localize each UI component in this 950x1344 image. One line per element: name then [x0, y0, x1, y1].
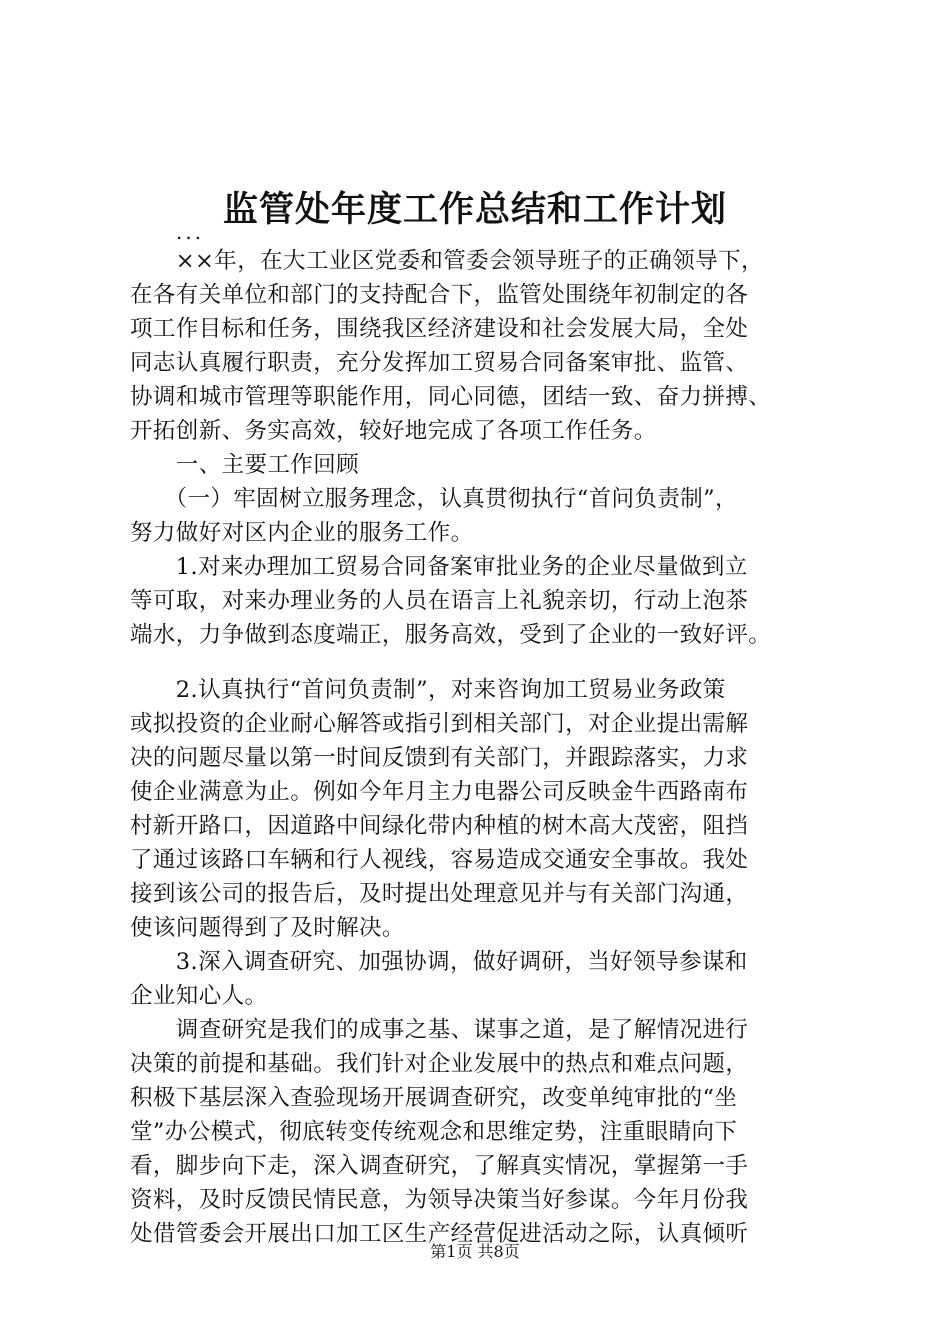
body-line: 协调和城市管理等职能作用，同心同德，团结一致、奋力拼搏、 — [130, 384, 772, 410]
body-line: 决的问题尽量以第一时间反馈到有关部门，并跟踪落实，力求 — [130, 745, 749, 771]
body-line: 使该问题得到了及时解决。 — [130, 915, 405, 941]
body-line: 项工作目标和任务，围绕我区经济建设和社会发展大局，全处 — [130, 316, 749, 342]
body-line: 调查研究是我们的成事之基、谋事之道，是了解情况进行 — [130, 1017, 749, 1043]
body-line: 看，脚步向下走，深入调查研究，了解真实情况，掌握第一手 — [130, 1153, 749, 1179]
body-line: 或拟投资的企业耐心解答或指引到相关部门，对企业提出需解 — [130, 711, 749, 737]
body-line: 3.深入调查研究、加强协调，做好调研，当好领导参谋和 — [130, 949, 748, 975]
body-line: 1.对来办理加工贸易合同备案审批业务的企业尽量做到立 — [130, 554, 748, 580]
body-line: 开拓创新、务实高效，较好地完成了各项工作任务。 — [130, 418, 657, 444]
body-line: 等可取，对来办理业务的人员在语言上礼貌亲切，行动上泡茶 — [130, 588, 749, 614]
body-line: 处借管委会开展出口加工区生产经营促进活动之际，认真倾听 — [130, 1221, 749, 1247]
body-line: 2.认真执行“首问负责制”，对来咨询加工贸易业务政策 — [130, 677, 726, 703]
body-line: 在各有关单位和部门的支持配合下，监管处围绕年初制定的各 — [130, 282, 749, 308]
ellipsis-marker: ... — [176, 220, 205, 244]
body-line: 使企业满意为止。例如今年月主力电器公司反映金牛西路南布 — [130, 779, 749, 805]
body-line: 村新开路口，因道路中间绿化带内种植的树木高大茂密，阻挡 — [130, 813, 749, 839]
subsection-heading: （一）牢固树立服务理念，认真贯彻执行“首问负责制”， — [130, 486, 738, 512]
body-line: 努力做好对区内企业的服务工作。 — [130, 520, 474, 546]
body-line: 同志认真履行职责，充分发挥加工贸易合同备案审批、监管、 — [130, 350, 749, 376]
page-footer: 第1页 共8页 — [430, 1242, 520, 1261]
body-line: 堂”办公模式，彻底转变传统观念和思维定势，注重眼睛向下 — [130, 1119, 738, 1145]
body-line: 企业知心人。 — [130, 983, 268, 1009]
body-line: 接到该公司的报告后，及时提出处理意见并与有关部门沟通， — [130, 881, 749, 907]
body-line: 了通过该路口车辆和行人视线，容易造成交通安全事故。我处 — [130, 847, 749, 873]
section-heading: 一、主要工作回顾 — [130, 452, 360, 478]
body-line: 端水，力争做到态度端正，服务高效，受到了企业的一致好评。 — [130, 622, 772, 648]
body-line: 积极下基层深入查验现场开展调查研究，改变单纯审批的“坐 — [130, 1085, 738, 1111]
body-line: 资料，及时反馈民情民意，为领导决策当好参谋。今年月份我 — [130, 1187, 749, 1213]
page-title: 监管处年度工作总结和工作计划 — [222, 189, 727, 230]
body-line: ××年，在大工业区党委和管委会领导班子的正确领导下， — [130, 248, 764, 274]
body-line: 决策的前提和基础。我们针对企业发展中的热点和难点问题， — [130, 1051, 749, 1077]
